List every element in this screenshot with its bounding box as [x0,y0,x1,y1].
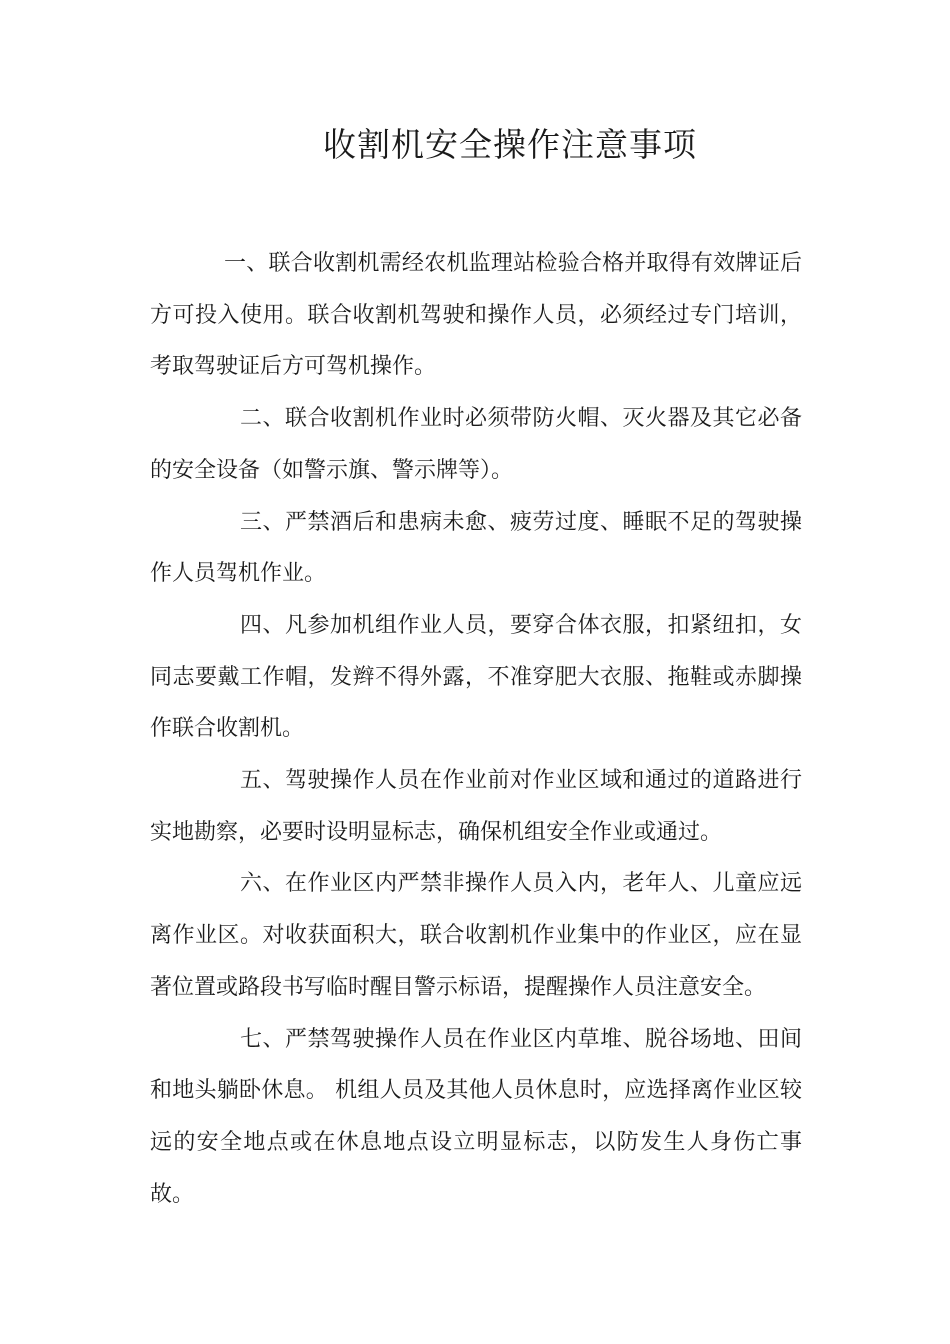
paragraph-5: 五、驾驶操作人员在作业前对作业区域和通过的道路进行实地勘察，必要时设明显标志，确保机组安全作业或通过。 [150,768,802,845]
document-title: 收割机安全操作注意事项 [323,125,697,164]
paragraph-1: 一、联合收割机需经农机监理站检验合格并取得有效牌证后方可投入使用。联合收割机驾驶和操作人员，必须经过专门培训，考取驾驶证后方可驾机操作。 [150,251,802,380]
paragraph-2: 二、联合收割机作业时必须带防火帽、灭火器及其它必备的安全设备（如警示旗、警示牌等）。 [150,406,802,483]
paragraph-7: 七、严禁驾驶操作人员在作业区内草堆、脱谷场地、田间和地头躺卧休息。 机组人员及其他人员休息时，应选择离作业区较远的安全地点或在休息地点设立明显标志，以防发生人身伤亡事故。 [150,1026,802,1207]
paragraph-4: 四、凡参加机组作业人员，要穿合体衣服，扣紧纽扣，女同志要戴工作帽，发辫不得外露，不准穿肥大衣服、拖鞋或赤脚操作联合收割机。 [150,612,802,742]
paragraph-3: 三、严禁酒后和患病未愈、疲劳过度、睡眠不足的驾驶操作人员驾机作业。 [150,509,802,587]
paragraph-6: 六、在作业区内严禁非操作人员入内，老年人、儿童应远离作业区。对收获面积大，联合收割机作业集中的作业区，应在显著位置或路段书写临时醒目警示标语，提醒操作人员注意安全。 [150,871,802,1000]
document-body [150,238,802,1220]
